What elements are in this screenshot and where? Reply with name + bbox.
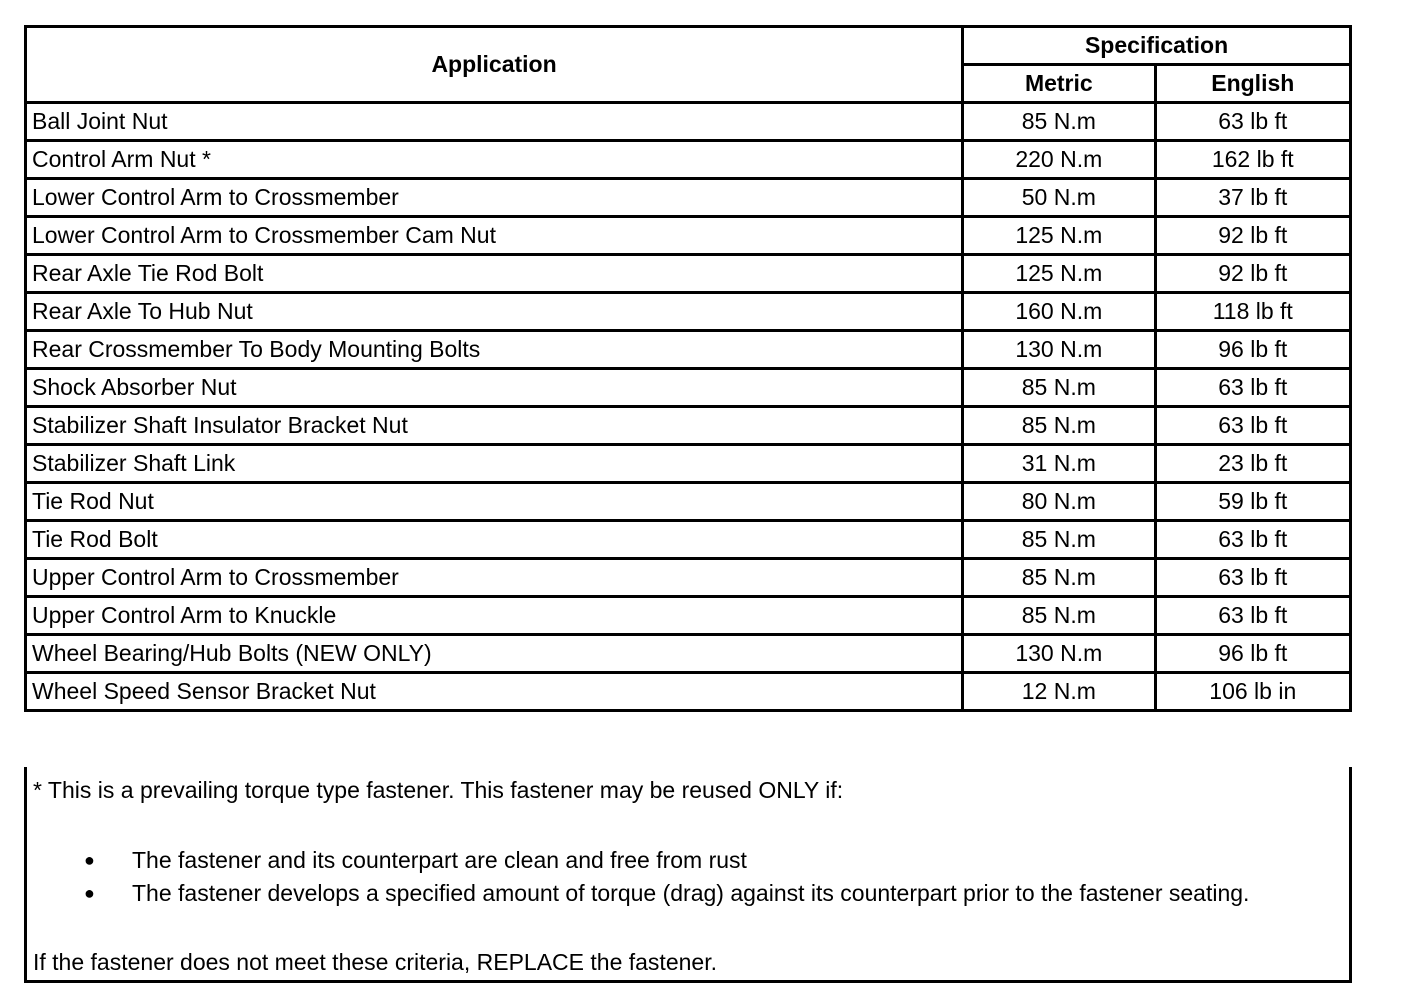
cell-metric: 85 N.m: [963, 407, 1155, 445]
cell-application: Wheel Speed Sensor Bracket Nut: [26, 673, 963, 711]
cell-metric: 85 N.m: [963, 597, 1155, 635]
cell-english: 37 lb ft: [1155, 179, 1350, 217]
table-row: [26, 407, 1351, 445]
footnote-section: [24, 767, 1352, 983]
table-row: [26, 483, 1351, 521]
cell-metric: 125 N.m: [963, 255, 1155, 293]
cell-metric: 220 N.m: [963, 141, 1155, 179]
cell-english: 59 lb ft: [1155, 483, 1350, 521]
cell-english: 63 lb ft: [1155, 103, 1350, 141]
cell-english: 63 lb ft: [1155, 597, 1350, 635]
footnote-intro: * This is a prevailing torque type fastener. This fastener may be reused ONLY if:: [33, 777, 844, 803]
table-row: [26, 141, 1351, 179]
table-row: [26, 103, 1351, 141]
cell-application: Shock Absorber Nut: [26, 369, 963, 407]
table-row: [26, 597, 1351, 635]
header-english: English: [1155, 65, 1350, 103]
cell-metric: 130 N.m: [963, 331, 1155, 369]
cell-application: Rear Crossmember To Body Mounting Bolts: [26, 331, 963, 369]
cell-application: Rear Axle Tie Rod Bolt: [26, 255, 963, 293]
cell-metric: 85 N.m: [963, 521, 1155, 559]
cell-english: 92 lb ft: [1155, 217, 1350, 255]
cell-metric: 85 N.m: [963, 369, 1155, 407]
cell-english: 118 lb ft: [1155, 293, 1350, 331]
cell-metric: 80 N.m: [963, 483, 1155, 521]
cell-english: 63 lb ft: [1155, 559, 1350, 597]
cell-english: 63 lb ft: [1155, 521, 1350, 559]
cell-metric: 12 N.m: [963, 673, 1155, 711]
cell-metric: 130 N.m: [963, 635, 1155, 673]
cell-application: Tie Rod Bolt: [26, 521, 963, 559]
table-row: [26, 179, 1351, 217]
cell-application: Wheel Bearing/Hub Bolts (NEW ONLY): [26, 635, 963, 673]
cell-application: Upper Control Arm to Knuckle: [26, 597, 963, 635]
cell-application: Stabilizer Shaft Insulator Bracket Nut: [26, 407, 963, 445]
table-row: [26, 445, 1351, 483]
cell-application: Ball Joint Nut: [26, 103, 963, 141]
header-application: Application: [26, 27, 963, 103]
table-row: [26, 369, 1351, 407]
cell-metric: 85 N.m: [963, 559, 1155, 597]
footnote-outro: If the fastener does not meet these criteria, REPLACE the fastener.: [33, 949, 717, 975]
cell-english: 96 lb ft: [1155, 635, 1350, 673]
cell-application: Lower Control Arm to Crossmember Cam Nut: [26, 217, 963, 255]
cell-english: 106 lb in: [1155, 673, 1350, 711]
bullet-icon: ●: [84, 850, 95, 870]
bullet-text: The fastener and its counterpart are clean and free from rust: [132, 847, 747, 873]
cell-english: 63 lb ft: [1155, 407, 1350, 445]
fastener-specification-table: [24, 25, 1352, 712]
cell-application: Rear Axle To Hub Nut: [26, 293, 963, 331]
cell-application: Control Arm Nut *: [26, 141, 963, 179]
cell-english: 92 lb ft: [1155, 255, 1350, 293]
cell-metric: 85 N.m: [963, 103, 1155, 141]
table-row: [26, 217, 1351, 255]
table-row: [26, 255, 1351, 293]
cell-english: 63 lb ft: [1155, 369, 1350, 407]
cell-metric: 31 N.m: [963, 445, 1155, 483]
cell-english: 23 lb ft: [1155, 445, 1350, 483]
table-row: [26, 673, 1351, 711]
table-row: [26, 521, 1351, 559]
table-row: [26, 635, 1351, 673]
cell-metric: 160 N.m: [963, 293, 1155, 331]
cell-metric: 50 N.m: [963, 179, 1155, 217]
bullet-text: The fastener develops a specified amount of torque (drag) against its counterpart prior to the fastener seating.: [132, 880, 1250, 906]
table-body: [26, 103, 1351, 711]
cell-application: Upper Control Arm to Crossmember: [26, 559, 963, 597]
bullet-icon: ●: [84, 883, 95, 903]
table-header: [26, 27, 1351, 103]
cell-english: 96 lb ft: [1155, 331, 1350, 369]
cell-application: Tie Rod Nut: [26, 483, 963, 521]
cell-english: 162 lb ft: [1155, 141, 1350, 179]
cell-application: Stabilizer Shaft Link: [26, 445, 963, 483]
cell-application: Lower Control Arm to Crossmember: [26, 179, 963, 217]
header-metric: Metric: [963, 65, 1155, 103]
header-specification: Specification: [963, 27, 1351, 65]
table-row: [26, 559, 1351, 597]
table-row: [26, 331, 1351, 369]
table-row: [26, 293, 1351, 331]
cell-metric: 125 N.m: [963, 217, 1155, 255]
